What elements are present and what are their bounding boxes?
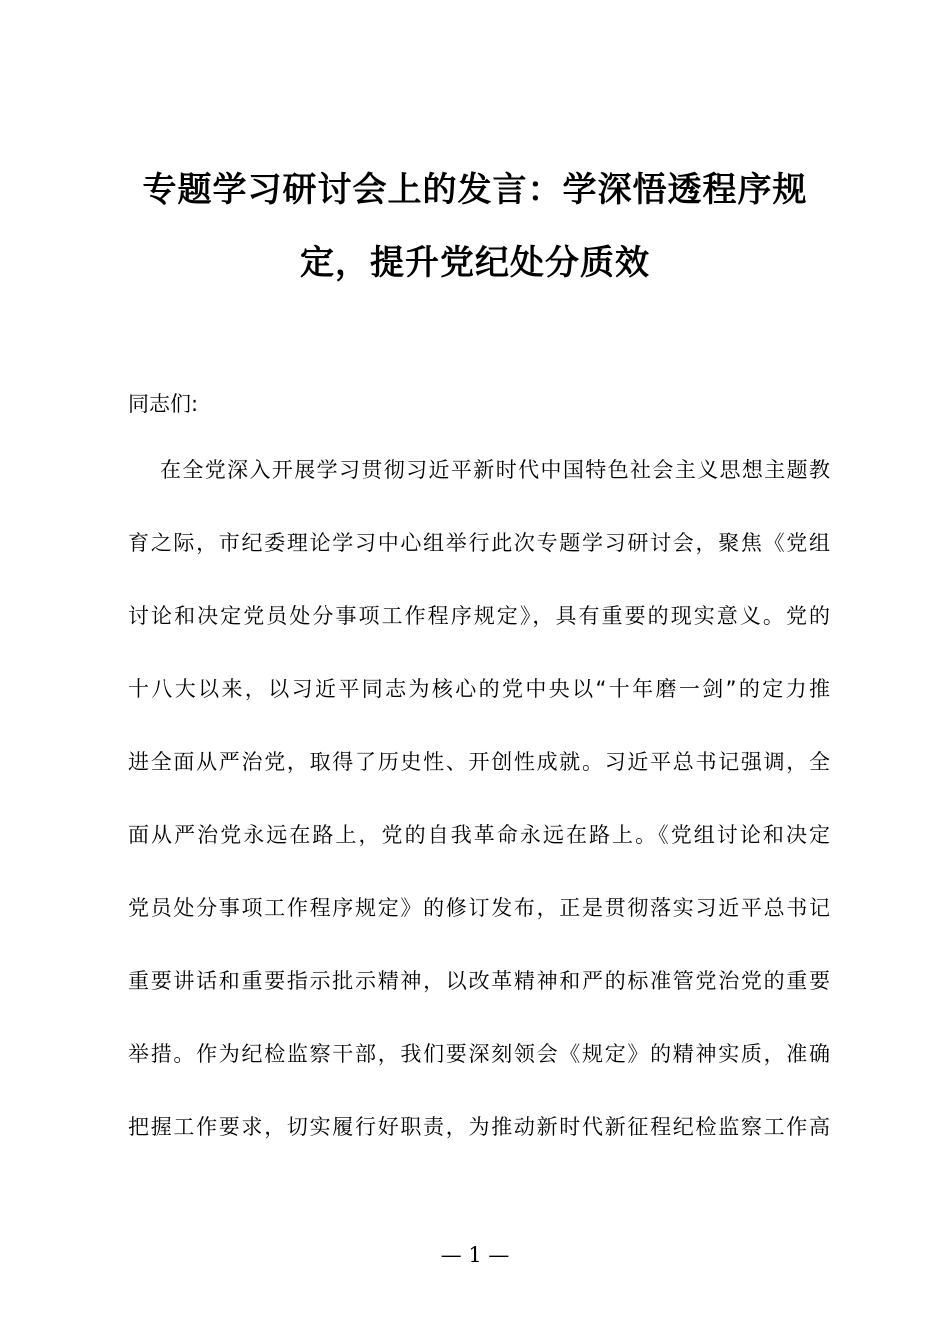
body-line-8: 重要讲话和重要指示批示精神，以改革精神和严的标准管党治党的重要 [128, 969, 830, 993]
document-title-line-1: 专题学习研讨会上的发言：学深悟透程序规 [142, 170, 808, 210]
document-title-line-2: 定，提升党纪处分质效 [300, 243, 650, 283]
body-line-5: 进全面从严治党，取得了历史性、开创性成就。习近平总书记强调，全 [128, 750, 830, 774]
body-line-6: 面从严治党永远在路上，党的自我革命永远在路上。《党组讨论和决定 [128, 823, 830, 847]
body-line-7: 党员处分事项工作程序规定》的修订发布，正是贯彻落实习近平总书记 [128, 896, 830, 920]
body-line-2: 育之际，市纪委理论学习中心组举行此次专题学习研讨会，聚焦《党组 [128, 531, 830, 555]
body-line-3: 讨论和决定党员处分事项工作程序规定》，具有重要的现实意义。党的 [128, 604, 830, 628]
body-line-9: 举措。作为纪检监察干部，我们要深刻领会《规定》的精神实质，准确 [128, 1042, 830, 1066]
body-line-1: 在全党深入开展学习贯彻习近平新时代中国特色社会主义思想主题教 [160, 458, 830, 482]
salutation: 同志们: [128, 392, 199, 416]
page-number: — 1 — [440, 1243, 510, 1267]
body-line-4: 十八大以来，以习近平同志为核心的党中央以“十年磨一剑”的定力推 [128, 677, 830, 701]
body-line-10: 把握工作要求，切实履行好职责，为推动新时代新征程纪检监察工作高 [128, 1115, 830, 1139]
